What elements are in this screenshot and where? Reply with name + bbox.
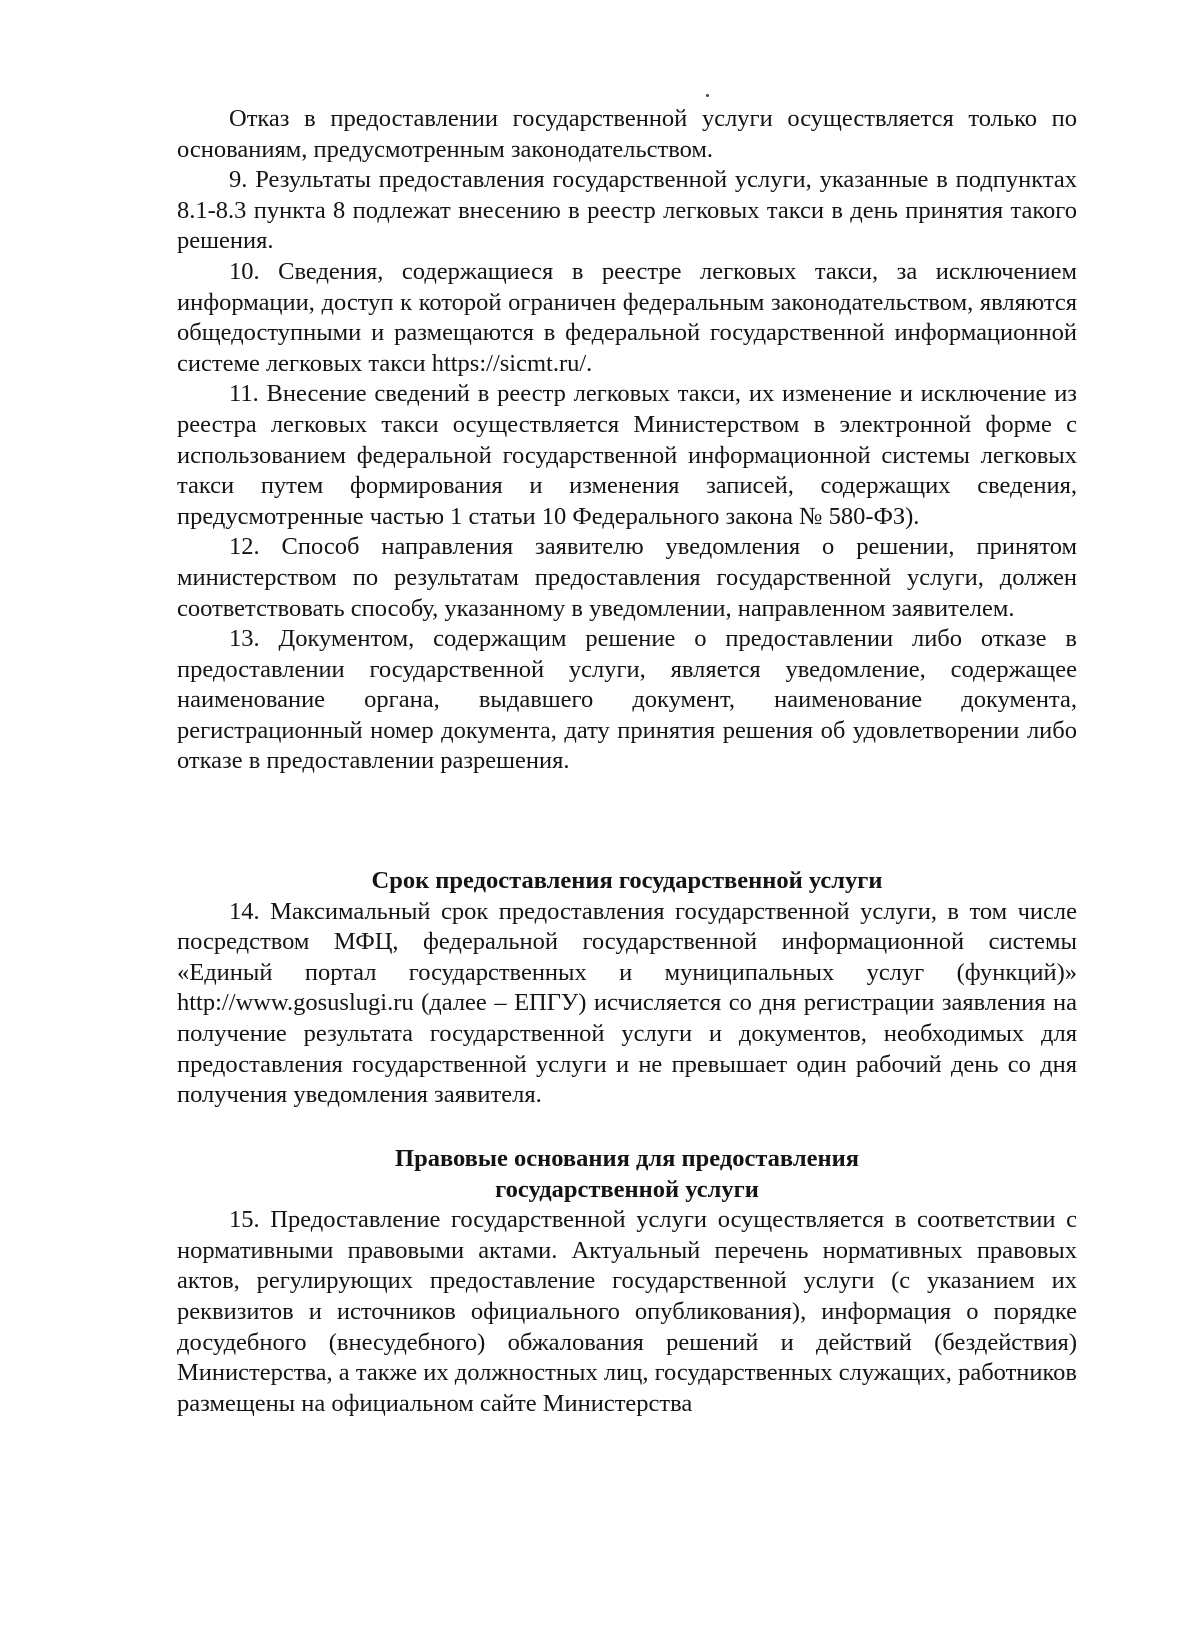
scan-dot: [706, 94, 709, 97]
paragraph-10: 10. Сведения, содержащиеся в реестре легковых такси, за исключением информации, доступ к которой ограничен федеральным законодательством, являются общедоступными и размещаются в федеральной государственной информационной системе легковых такси https://sicmt.ru/.: [177, 257, 1077, 377]
section-heading-legal-line1: Правовые основания для предоставления: [395, 1145, 859, 1172]
paragraph-12: 12. Способ направления заявителю уведомления о решении, принятом министерством по результатам предоставления государственной услуги, должен соответствовать способу, указанному в уведомлении, направленном заявителем.: [177, 533, 1077, 622]
paragraph-13: 13. Документом, содержащим решение о предоставлении либо отказе в предоставлении государственной услуги, является уведомление, содержащее наименование органа, выдавшего документ, наименование документа, регистрационный номер документа, дату принятия решения об удовлетворении либо отказе в предоставлении разрешения.: [177, 625, 1077, 775]
paragraph-14: 14. Максимальный срок предоставления государственной услуги, в том числе посредством МФЦ, федеральной государственной информационной системы «Единый портал государственных и муниципальных услуг (функций)» http://www.gosuslugi.ru (далее – ЕПГУ) исчисляется со дня регистрации заявления на получение результата государственной услуги и документов, необходимых для предоставления государственной услуги и не превышает один рабочий день со дня получения уведомления заявителя.: [177, 897, 1077, 1109]
paragraph-15: 15. Предоставление государственной услуги осуществляется в соответствии с нормативными правовыми актами. Актуальный перечень нормативных правовых актов, регулирующих предоставление государственной услуги (с указанием их реквизитов и источников официального опубликования), информация о порядке досудебного (внесудебного) обжалования решений и действий (бездействия) Министерства, а также их должностных лиц, государственных служащих, работников размещены на официальном сайте Министерства: [177, 1206, 1077, 1417]
section-legal: [177, 1144, 1077, 1419]
section-term: [177, 866, 1077, 1111]
paragraph-11: 11. Внесение сведений в реестр легковых такси, их изменение и исключение из реестра легковых такси осуществляется Министерством в электронной форме с использованием федеральной государственной информационной системы легковых такси путем формирования и изменения записей, содержащих сведения, предусмотренные частью 1 статьи 10 Федерального закона № 580-ФЗ).: [177, 380, 1077, 530]
section-heading-term: Срок предоставления государственной услуги: [371, 867, 883, 894]
paragraph-9: 9. Результаты предоставления государственной услуги, указанные в подпунктах 8.1-8.3 пункта 8 подлежат внесению в реестр легковых такси в день принятия такого решения.: [177, 166, 1077, 255]
section-heading-legal-line2: государственной услуги: [495, 1175, 759, 1203]
document-body: [177, 104, 1077, 777]
paragraph-refusal: Отказ в предоставлении государственной услуги осуществляется только по основаниям, предусмотренным законодательством.: [177, 105, 1077, 163]
